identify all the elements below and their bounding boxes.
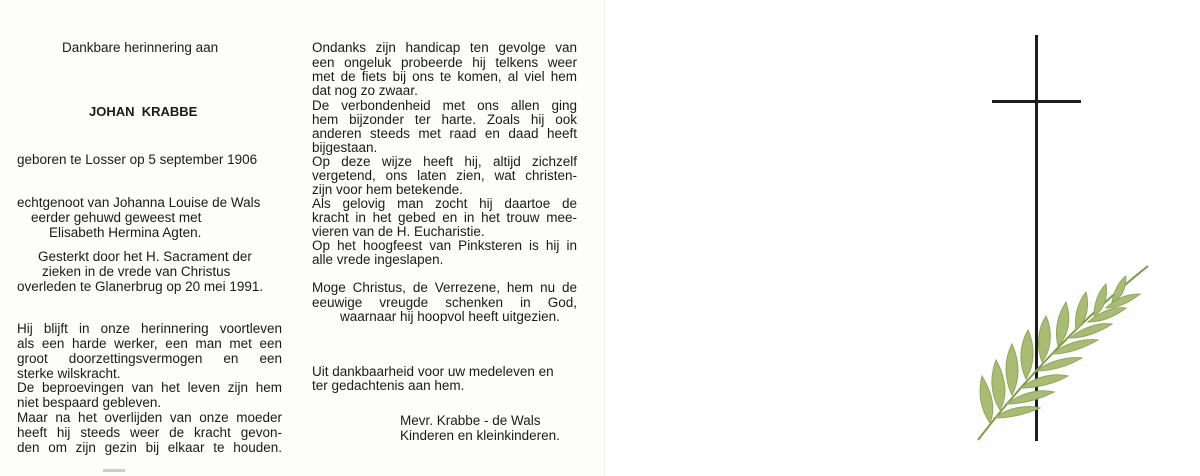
memory-line: Maar na het overlijden van onze moeder xyxy=(17,410,282,425)
memory-line: Hij blijft in onze herinnering voortleven xyxy=(17,321,282,336)
body-line: Op deze wijze heeft hij, altijd zichzelf xyxy=(312,154,577,169)
body-line: De verbondenheid met ons allen ging xyxy=(312,98,577,113)
prayer-line: Moge Christus, de Verrezene, hem nu de xyxy=(312,280,577,295)
body-line: anderen steeds met raad en daad heeft xyxy=(312,126,577,141)
footer-mark xyxy=(103,469,125,472)
memory-line: niet bespaard gebleven. xyxy=(17,395,162,410)
body-line: vieren van de H. Eucharistie. xyxy=(312,224,485,239)
memory-line: De beproevingen van het leven zijn hem xyxy=(17,380,282,395)
death-line: Gesterkt door het H. Sacrament der xyxy=(38,249,252,264)
spouse-line: Elisabeth Hermina Agten. xyxy=(49,225,202,240)
body-line: Ondanks zijn handicap ten gevolge van xyxy=(312,40,577,55)
deceased-name: JOHAN KRABBE xyxy=(89,104,198,119)
body-line: met de fiets bij ons te komen, al viel hem xyxy=(312,69,577,84)
body-line: kracht in het gebed en in het trouw mee- xyxy=(312,210,577,225)
body-line: dat nog zo zwaar. xyxy=(312,83,418,98)
body-line: alle vrede ingeslapen. xyxy=(312,252,444,267)
cross-icon xyxy=(992,100,1081,103)
signature-line: Kinderen en kleinkinderen. xyxy=(400,428,560,443)
spouse-line: echtgenoot van Johanna Louise de Wals xyxy=(17,195,261,210)
body-line: Als gelovig man zocht hij daartoe de xyxy=(312,196,577,211)
body-line: zijn voor hem betekende. xyxy=(312,182,463,197)
palm-branch-icon xyxy=(960,258,1160,448)
death-line: overleden te Glanerbrug op 20 mei 1991. xyxy=(17,279,264,294)
body-line: een ongeluk probeerde hij telkens weer xyxy=(312,55,577,70)
thanks-line: ter gedachtenis aan hem. xyxy=(312,378,465,393)
prayer-line: waarnaar hij hoopvol heeft uitgezien. xyxy=(340,309,560,324)
memory-line: den om zijn gezin bij elkaar te houden. xyxy=(17,440,282,455)
signature-line: Mevr. Krabbe - de Wals xyxy=(400,413,541,428)
death-line: zieken in de vrede van Christus xyxy=(42,264,231,279)
birth-line: geboren te Losser op 5 september 1906 xyxy=(17,152,258,167)
memory-line: heeft hij steeds weer de kracht gevon- xyxy=(17,425,282,440)
intro-text: Dankbare herinnering aan xyxy=(62,40,219,55)
memory-line: als een harde werker, een man met een xyxy=(17,336,282,351)
body-line: hem bijzonder ter harte. Zoals hij ook xyxy=(312,112,577,127)
memory-line: groot doorzettingsvermogen en een xyxy=(17,351,282,366)
body-line: vergetend, ons laten zien, wat christen- xyxy=(312,168,577,183)
spouse-line: eerder gehuwd geweest met xyxy=(31,210,202,225)
body-line: Op het hoogfeest van Pinksteren is hij in xyxy=(312,238,577,253)
memory-line: sterke wilskracht. xyxy=(17,366,121,381)
prayer-line: eeuwige vreugde schenken in God, xyxy=(312,295,577,310)
thanks-line: Uit dankbaarheid voor uw medeleven en xyxy=(312,364,554,379)
body-line: bijgestaan. xyxy=(312,140,378,155)
